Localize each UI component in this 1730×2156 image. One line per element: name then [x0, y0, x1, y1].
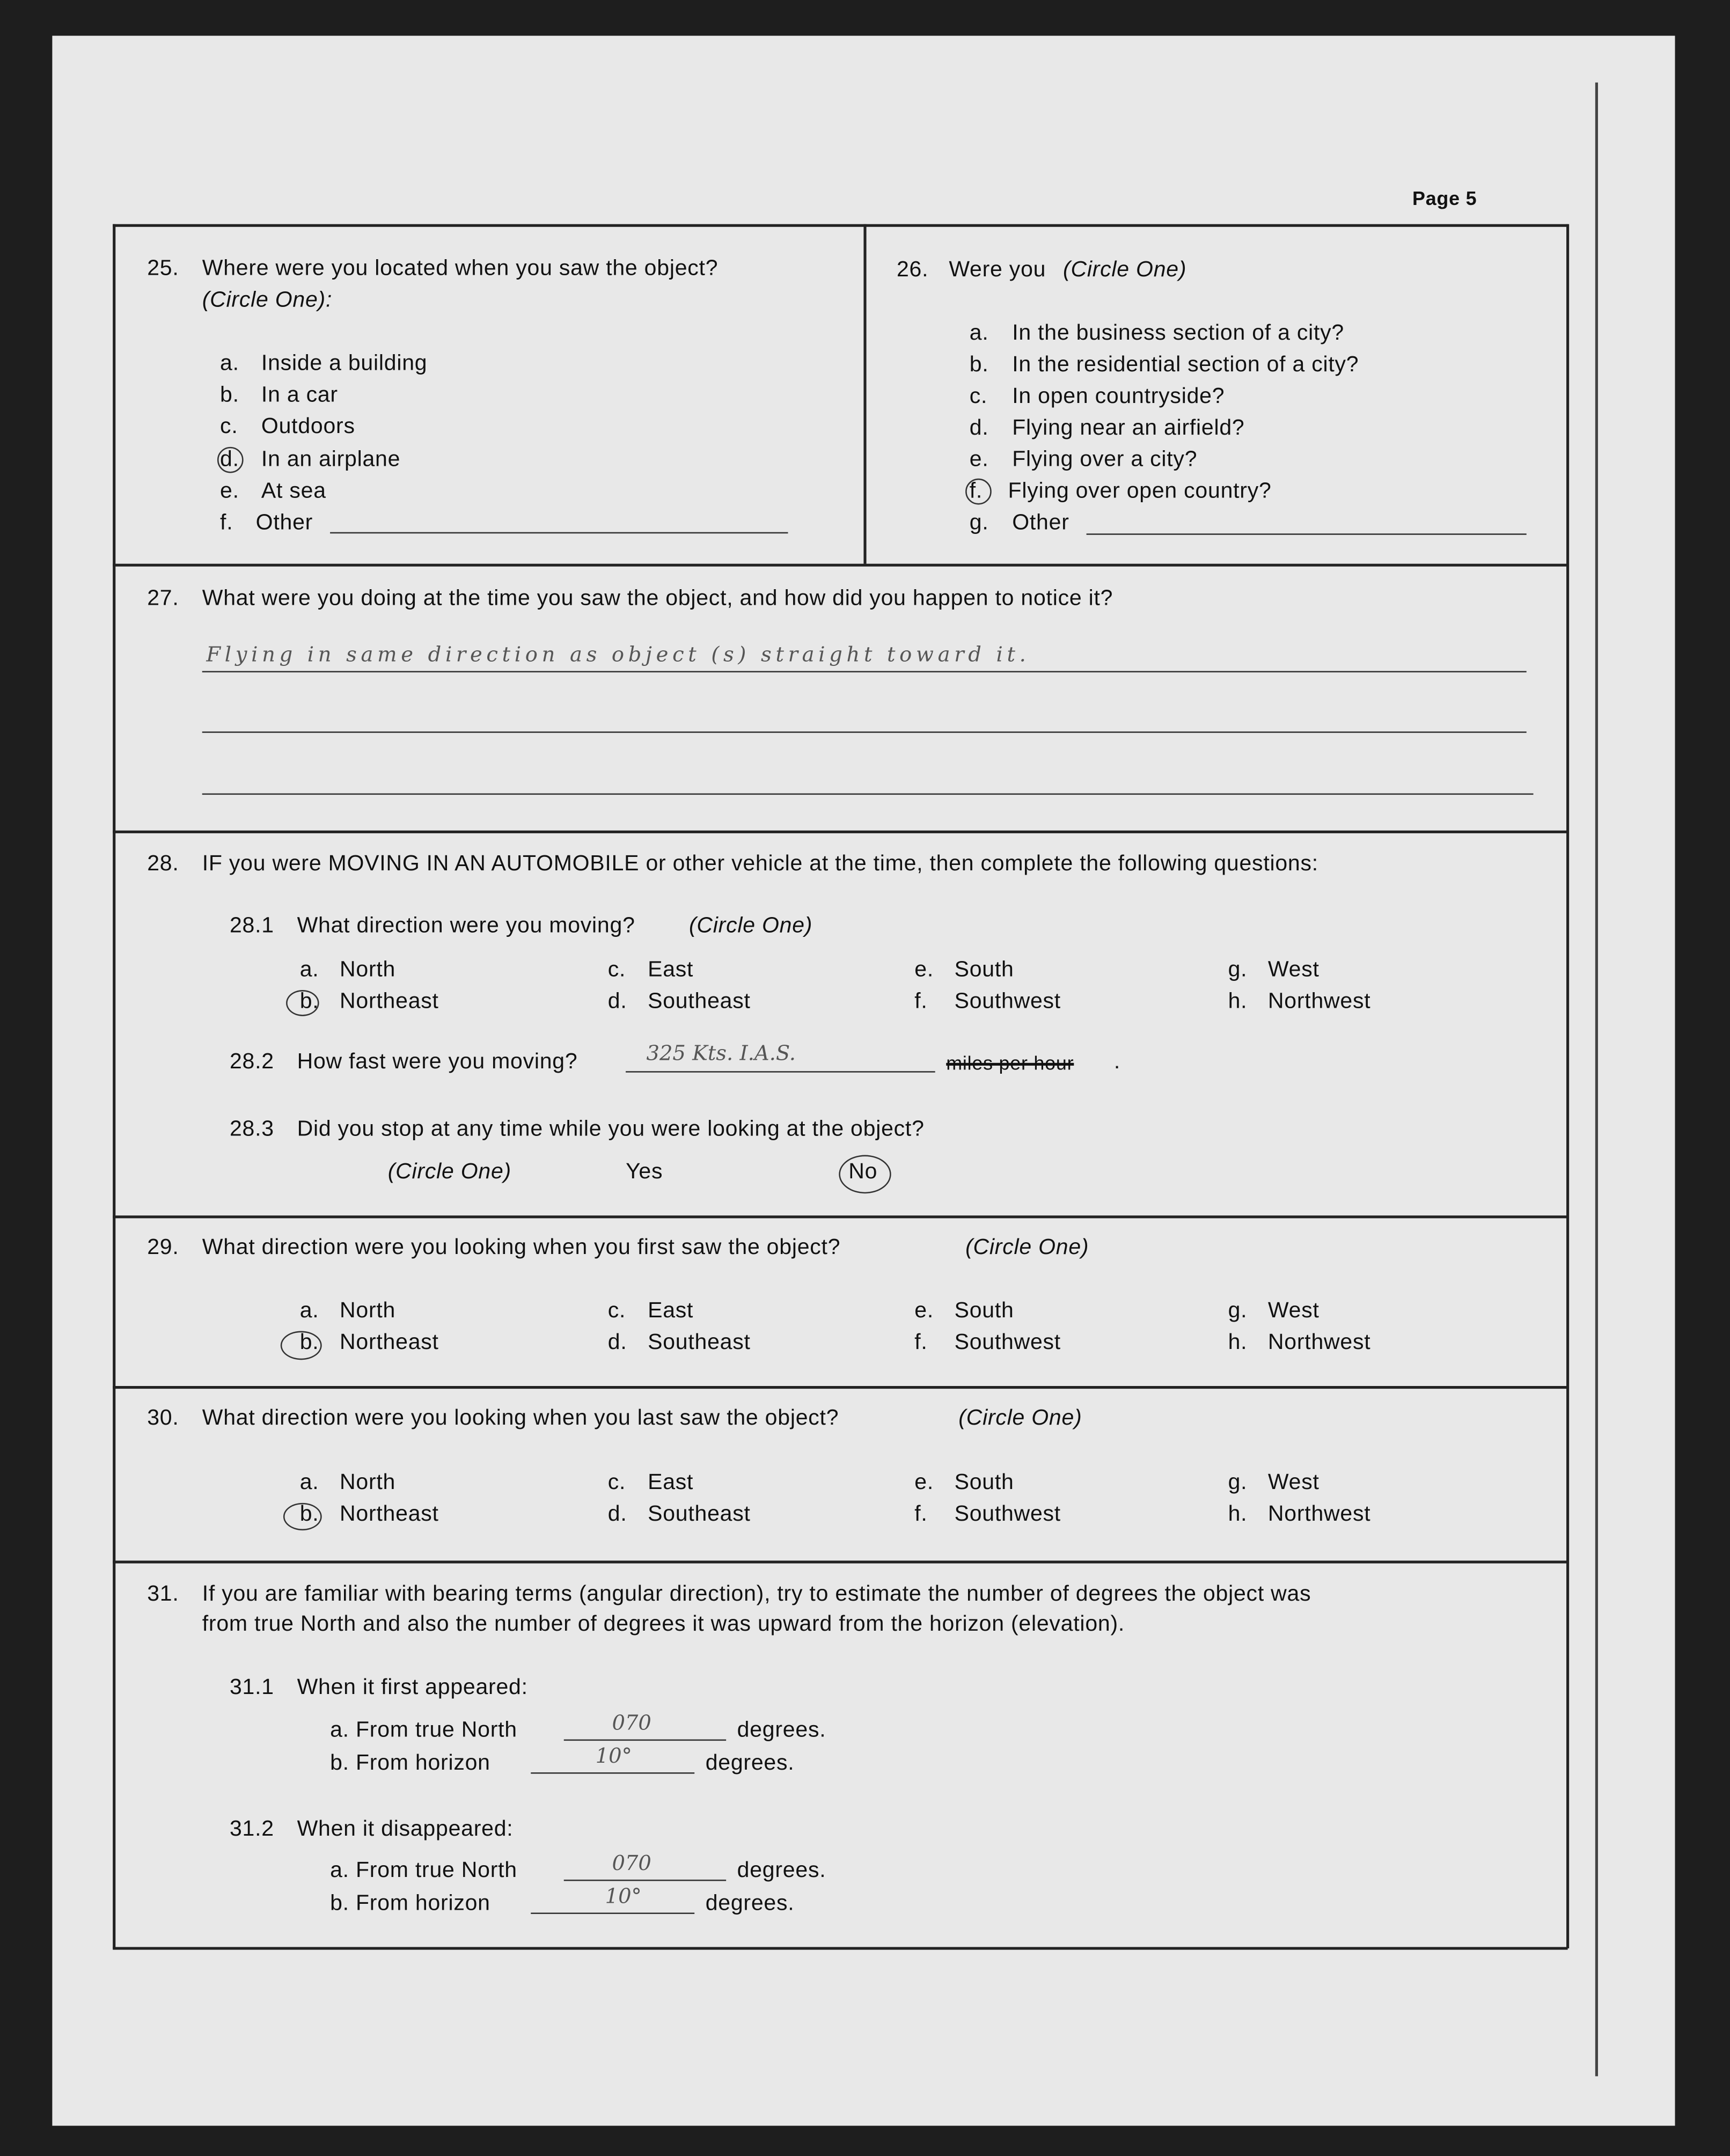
- q30-option-letter: d.: [607, 1502, 627, 1527]
- q30-option-southwest[interactable]: Southwest: [954, 1502, 1061, 1527]
- page-edge-line: [1595, 83, 1597, 2077]
- answer-line: [531, 1912, 694, 1914]
- q31-2-a-value[interactable]: 070: [612, 1851, 651, 1876]
- q28-2-period: .: [1113, 1050, 1121, 1074]
- q30-circle-note: (Circle One): [958, 1406, 1082, 1430]
- q26-option[interactable]: In open countryside?: [1012, 385, 1225, 409]
- selection-circle: [217, 447, 244, 473]
- q25-option-letter: e.: [220, 480, 239, 503]
- q29-option-letter: b.: [299, 1331, 319, 1355]
- q31-1-a-unit: degrees.: [737, 1719, 826, 1742]
- answer-line: [564, 1740, 726, 1741]
- divider: [113, 564, 1567, 566]
- answer-line: [202, 671, 1527, 673]
- q28-option-letter: f.: [914, 990, 928, 1014]
- q30-option-letter: e.: [914, 1471, 934, 1495]
- q29-option-letter: d.: [607, 1331, 627, 1355]
- answer-line: [564, 1880, 726, 1881]
- q29-option-south[interactable]: South: [954, 1299, 1014, 1323]
- q26-text: Were you: [949, 258, 1046, 282]
- q26-number: 26.: [896, 258, 929, 282]
- q26-option-letter: d.: [969, 416, 989, 440]
- q26-option[interactable]: Other: [1012, 511, 1069, 535]
- q25-other-field[interactable]: [330, 532, 788, 534]
- frame-right: [1566, 224, 1568, 1948]
- q28-2-unit-struck: miles per hour: [946, 1052, 1074, 1074]
- q30-option-northwest[interactable]: Northwest: [1267, 1502, 1371, 1527]
- q29-circle-note: (Circle One): [965, 1236, 1089, 1260]
- q29-text: What direction were you looking when you first saw the object?: [202, 1236, 841, 1260]
- q28-option-northeast[interactable]: Northeast: [340, 990, 439, 1014]
- q30-option-letter: c.: [607, 1471, 626, 1495]
- q25-option[interactable]: Other: [255, 511, 313, 535]
- q26-other-field[interactable]: [1087, 533, 1527, 535]
- q28-option-west[interactable]: West: [1267, 958, 1320, 982]
- q31-2-a-label: a. From true North: [330, 1859, 517, 1883]
- q29-option-southwest[interactable]: Southwest: [954, 1331, 1061, 1355]
- frame-bottom: [113, 1947, 1567, 1949]
- divider: [113, 1386, 1567, 1388]
- q28-option-letter: g.: [1228, 958, 1248, 982]
- q25-number: 25.: [147, 257, 179, 281]
- q29-option-letter: g.: [1228, 1299, 1248, 1323]
- q30-option-letter: a.: [299, 1471, 319, 1495]
- selection-circle: [283, 1503, 322, 1530]
- q28-option-northwest[interactable]: Northwest: [1267, 990, 1371, 1014]
- q26-option-letter: a.: [969, 321, 989, 346]
- divider: [113, 1560, 1567, 1563]
- q26-option[interactable]: In the residential section of a city?: [1012, 353, 1359, 377]
- q28-3-number: 28.3: [229, 1118, 274, 1141]
- q29-option-letter: f.: [914, 1331, 928, 1355]
- q25-option-letter: b.: [220, 383, 239, 407]
- q30-option-southeast[interactable]: Southeast: [648, 1502, 751, 1527]
- q31-text-line2: from true North and also the number of degrees it was upward from the horizon (elevation).: [202, 1612, 1125, 1637]
- q31-text-line1: If you are familiar with bearing terms (angular direction), try to estimate the number of degrees the object was: [202, 1582, 1311, 1606]
- q25-option[interactable]: In a car: [261, 383, 338, 407]
- q28-1-circle-note: (Circle One): [688, 914, 813, 938]
- frame-top: [113, 224, 1567, 226]
- q28-3-no[interactable]: No: [848, 1160, 878, 1184]
- q28-option-east[interactable]: East: [648, 958, 694, 982]
- q29-number: 29.: [147, 1236, 179, 1260]
- q31-number: 31.: [147, 1582, 179, 1606]
- q28-option-south[interactable]: South: [954, 958, 1014, 982]
- q29-option-northwest[interactable]: Northwest: [1267, 1331, 1371, 1355]
- q30-option-letter: g.: [1228, 1471, 1248, 1495]
- q29-option-east[interactable]: East: [648, 1299, 694, 1323]
- q30-number: 30.: [147, 1406, 179, 1430]
- q30-text: What direction were you looking when you last saw the object?: [202, 1406, 839, 1430]
- q28-option-north[interactable]: North: [340, 958, 396, 982]
- q28-3-circle-note: (Circle One): [387, 1160, 511, 1184]
- q26-option-letter: c.: [969, 385, 988, 409]
- q26-option[interactable]: In the business section of a city?: [1012, 321, 1345, 346]
- q25-option-letter: c.: [220, 415, 238, 439]
- q28-option-southeast[interactable]: Southeast: [648, 990, 751, 1014]
- q28-option-letter: d.: [607, 990, 627, 1014]
- q31-2-b-unit: degrees.: [705, 1892, 795, 1916]
- q31-2-number: 31.2: [229, 1817, 274, 1842]
- q29-option-letter: a.: [299, 1299, 319, 1323]
- q30-option-letter: b.: [299, 1502, 319, 1527]
- q31-1-text: When it first appeared:: [297, 1676, 528, 1700]
- q26-option-letter: g.: [969, 511, 989, 535]
- selection-circle: [839, 1155, 891, 1194]
- q25-text: Where were you located when you saw the object?: [202, 257, 719, 281]
- q30-option-east[interactable]: East: [648, 1471, 694, 1495]
- q31-1-b-label: b. From horizon: [330, 1751, 490, 1776]
- q28-2-text: How fast were you moving?: [297, 1050, 578, 1074]
- q28-option-letter: h.: [1228, 990, 1248, 1014]
- q31-1-b-unit: degrees.: [705, 1751, 795, 1776]
- q30-option-letter: f.: [914, 1502, 928, 1527]
- q30-option-northeast[interactable]: Northeast: [340, 1502, 439, 1527]
- q30-option-north[interactable]: North: [340, 1471, 396, 1495]
- q29-option-northeast[interactable]: Northeast: [340, 1331, 439, 1355]
- q26-option-letter: e.: [969, 448, 989, 472]
- q28-option-letter: b.: [299, 990, 319, 1014]
- q29-option-west[interactable]: West: [1267, 1299, 1320, 1323]
- q28-option-letter: a.: [299, 958, 319, 982]
- q26-circle-note: (Circle One): [1063, 258, 1187, 282]
- q31-2-text: When it disappeared:: [297, 1817, 514, 1842]
- answer-line: [531, 1772, 694, 1774]
- frame-left: [113, 224, 115, 1948]
- q29-option-southeast[interactable]: Southeast: [648, 1331, 751, 1355]
- q26-option-letter: b.: [969, 353, 989, 377]
- q27-number: 27.: [147, 587, 179, 611]
- q31-2-b-value[interactable]: 10°: [605, 1883, 642, 1909]
- q29-option-letter: c.: [607, 1299, 626, 1323]
- q26-option[interactable]: Flying near an airfield?: [1012, 416, 1245, 440]
- q26-option-letter: f.: [969, 480, 983, 503]
- q30-option-south[interactable]: South: [954, 1471, 1014, 1495]
- q28-option-letter: e.: [914, 958, 934, 982]
- q25-option-letter: d.: [220, 448, 239, 472]
- q30-option-letter: h.: [1228, 1502, 1248, 1527]
- selection-circle: [286, 990, 319, 1016]
- selection-circle: [281, 1331, 322, 1360]
- q28-3-text: Did you stop at any time while you were looking at the object?: [297, 1118, 925, 1141]
- q28-1-text: What direction were you moving?: [297, 914, 635, 938]
- q28-option-southwest[interactable]: Southwest: [954, 990, 1061, 1014]
- q26-option[interactable]: Flying over open country?: [1008, 480, 1272, 503]
- answer-line: [202, 794, 1534, 795]
- q25-option-letter: f.: [220, 511, 233, 535]
- divider: [113, 1215, 1567, 1218]
- q28-2-answer[interactable]: 325 Kts. I.A.S.: [646, 1040, 796, 1066]
- q29-option-letter: e.: [914, 1299, 934, 1323]
- answer-line: [202, 731, 1527, 733]
- divider: [113, 831, 1567, 833]
- selection-circle: [965, 479, 992, 505]
- q31-2-b-label: b. From horizon: [330, 1892, 490, 1916]
- q29-option-north[interactable]: North: [340, 1299, 396, 1323]
- q28-3-yes[interactable]: Yes: [626, 1160, 663, 1184]
- q25-circle-note: (Circle One):: [202, 289, 333, 312]
- q29-option-letter: h.: [1228, 1331, 1248, 1355]
- answer-line: [626, 1071, 935, 1073]
- q31-1-a-label: a. From true North: [330, 1719, 517, 1742]
- q25-option[interactable]: At sea: [261, 480, 326, 503]
- q31-2-a-unit: degrees.: [737, 1859, 826, 1883]
- q28-text: IF you were MOVING IN AN AUTOMOBILE or other vehicle at the time, then complete the following questions:: [202, 852, 1318, 876]
- q28-1-number: 28.1: [229, 914, 274, 938]
- q25-option[interactable]: In an airplane: [261, 448, 401, 472]
- page-label: Page 5: [1412, 187, 1477, 209]
- q31-1-number: 31.1: [229, 1676, 274, 1700]
- q25-option[interactable]: Outdoors: [261, 415, 355, 439]
- q27-text: What were you doing at the time you saw the object, and how did you happen to notice it?: [202, 587, 1113, 611]
- q31-1-b-value[interactable]: 10°: [595, 1743, 632, 1769]
- q25-option-letter: a.: [220, 352, 239, 376]
- q30-option-west[interactable]: West: [1267, 1471, 1320, 1495]
- q28-number: 28.: [147, 852, 179, 876]
- q28-option-letter: c.: [607, 958, 626, 982]
- q28-2-number: 28.2: [229, 1050, 274, 1074]
- q27-answer[interactable]: Flying in same direction as object (s) straight toward it.: [206, 642, 1030, 667]
- q26-option[interactable]: Flying over a city?: [1012, 448, 1198, 472]
- q25-option[interactable]: Inside a building: [261, 352, 428, 376]
- col-divider: [863, 224, 866, 564]
- q31-1-a-value[interactable]: 070: [612, 1710, 651, 1735]
